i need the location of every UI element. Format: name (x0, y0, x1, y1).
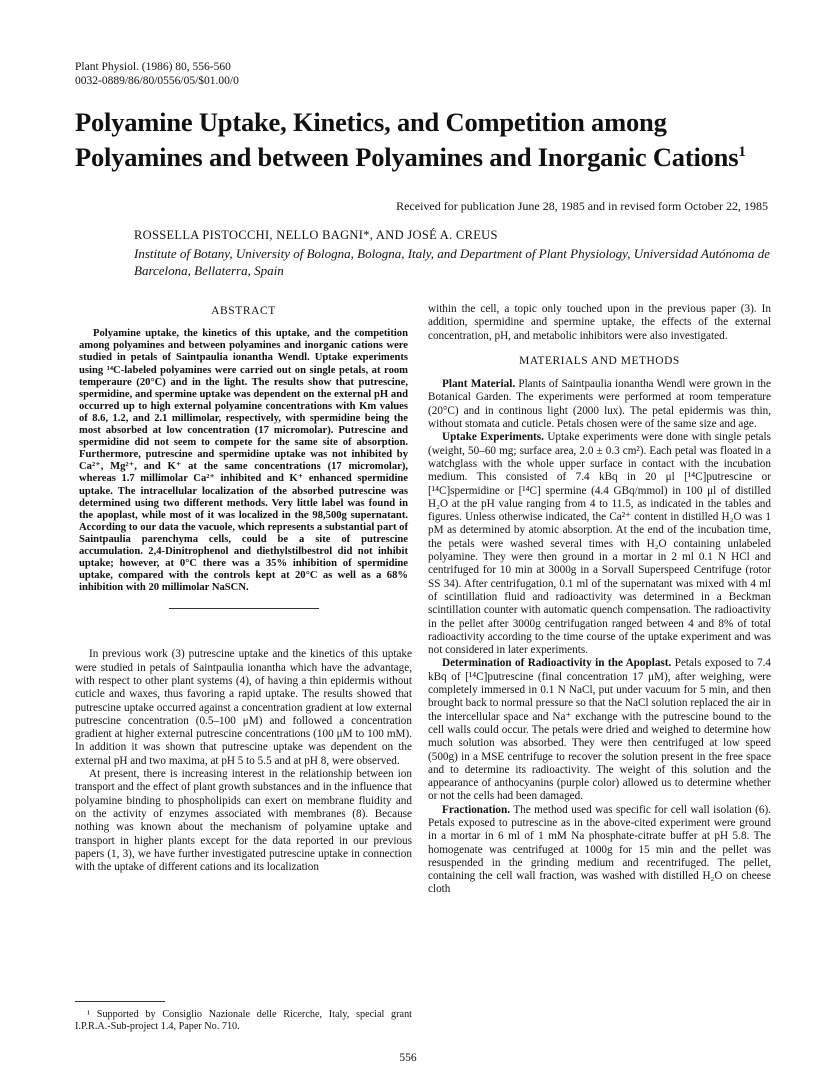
journal-header (75, 60, 239, 88)
journal-code: 0032-0889/86/80/0556/05/$01.00/0 (75, 75, 239, 87)
left-column (75, 305, 412, 874)
abstract-body: Polyamine uptake, the kinetics of this uptake, and the competition among polyamines and between polyamines and inorganic cations were studied in petals of Saintpaulia ionantha Wendl. Uptake experiments using ¹⁴C-labeled polyamines were carried out on single petals, at room temperaure (20°C) and in the light. The results show that putrescine, spermidine, and spermine uptake was dependent on the external pH and occurred up to high external polyamine concentrations with Km values of 8.6, 1.2, and 2.1 millimolar, respectively, with spermidine being the most absorbed at low concentration (17 micromolar). Putrescine and spermidine did not seem to compete for the same site of absorption. Furthermore, putrescine and spermidine uptake was not inhibited by Ca²⁺, Mg²⁺, and K⁺ at the same concentrations (17 micromolar), whereas 1.7 millimolar Ca²⁺ inhibited and K⁺ enhanced spermidine uptake. The intracellular localization of the absorbed putrescine was determined using two different methods. Very little label was found in the apoplast, while most of it was localized in the 98,500g supernatant. According to our data the vacuole, which represents a substantial part of Saintpaulia parenchyma cells, could be a site of putrescine accumulation. 2,4-Dinitrophenol and diethylstilbestrol did not inhibit uptake; however, at 0°C there was a 35% inhibition of spermidine uptake, compared with the controls kept at 20°C as well as a 68% inhibition with 20 millimolar NaSCN. (79, 328, 408, 594)
uptake-paragraph (428, 431, 771, 657)
plant-material-heading: Plant Material. (442, 378, 516, 391)
fractionation-paragraph (428, 804, 771, 897)
uptake-heading: Uptake Experiments. (442, 431, 544, 444)
page-number: 556 (399, 1052, 417, 1064)
intro-paragraph-2: At present, there is increasing interest in the relationship between ion transport and the effect of plant growth substances and in the influence that polyamine binding to phospholipids can exert on membrane fluidity and on the activity of enzymes associated with membranes (8). Because nothing was known about the mechanism of polyamine uptake and transport in higher plants except for the data reported in our previous papers (1, 3), we have further investigated putrescine uptake in connection with the uptake of different cations and its localization (75, 768, 412, 874)
methods-heading: MATERIALS AND METHODS (519, 354, 680, 367)
apoplast-heading: Determination of Radioactivity in the Apoplast. (442, 657, 672, 670)
apoplast-text: Petals exposed to 7.4 kBq of [¹⁴C]putrescine (final concentration 17 μM), after weighing, were completely immersed in 0.1 N NaCl, put under vacuum for 5 min, and then brought back to normal pressure so that the NaCl solution replaced the air in the intercellular space and Na⁺ exchange with the putrescine bound to the cell walls could occur. The petals were dried and weighed to determine how much solution was absorbed. They were then centrifuged at low speed (500g) in a MSE centrifuge to recover the solution present in the free space and to determine its radioactivity. The weight of this solution and the appearance of anthocyanins (purple color) allowed us to determine whether or not the cells had been damaged. (428, 657, 772, 803)
received-date: Received for publication June 28, 1985 and in revised form October 22, 1985 (396, 199, 768, 213)
footnote-rule (75, 1001, 165, 1002)
uptake-text: Uptake experiments were done with single petals (weight, 50–60 mg; surface area, 2.0 ± 0.3 cm²). Each petal was floated in a watchglass with the whole upper surface in contact with the incubation medium. This consisted of 7.4 kBq in 20 μl [¹⁴C]putrescine or [¹⁴C]spermidine or [¹⁴C] spermine (4.4 GBq/mmol) in 100 μl of distilled H₂O at the pH value ranging from 4 to 11.5, as indicated in the tables and figures. Unless otherwise indicated, the Ca²⁺ content in distilled H₂O was 1 pM as determined by atomic absorption. At the end of the incubation time, the petals were washed several times with H₂O containing unlabeled polyamine. They were then ground in a mortar in 2 ml 0.1 N HCl and centrifuged for 10 min at 3000g in a Sorvall Superspeed Centrifuge (rotor SS 34). After centrifugation, 0.1 ml of the supernatant was mixed with 4 ml of scintillation fluid and radioactivity was determined in a Beckman scintillation counter with automatic quench compensation. The radioactivity in the pellet after 3000g centrifugation ranged between 4 and 8% of total radioactivity according to the time course of the uptake experiment and was not considered in later experiments. (428, 431, 771, 657)
right-column (428, 303, 771, 897)
fractionation-text: The method used was specific for cell wall isolation (6). Petals exposed to putrescine as in the above-cited experiment were ground in a mortar in 6 ml of 1 mM Na phosphate-citrate buffer at pH 5.8. The homogenate was centrifuged at 1000g for 15 min and the pellet was resuspended in the grinding medium and recentrifuged. The pellet, containing the cell wall fraction, was washed with distilled H₂O on cheese cloth (428, 803, 771, 896)
fractionation-heading: Fractionation. (442, 803, 511, 816)
abstract-heading: ABSTRACT (211, 305, 276, 317)
author-affiliation: Institute of Botany, University of Bologna, Bologna, Italy, and Department of Plant Physiology, Universidad Autónoma de Barcelona, Bellaterra, Spain (134, 246, 770, 278)
author-list: ROSSELLA PISTOCCHI, NELLO BAGNI*, AND JOSÉ A. CREUS (134, 228, 498, 242)
plant-material-paragraph (428, 378, 771, 431)
plant-material-text: Plants of Saintpaulia ionantha Wendl were grown in the Botanical Garden. The experiments were performed at room temperature (20°C) and in continous light (2000 lux). The petal epidermis was thin, without stomata and cuticle. Petals chosen were of the same size and age. (428, 378, 771, 431)
title-footnote-mark: 1 (738, 144, 746, 160)
intro-paragraph-1: In previous work (3) putrescine uptake and the kinetics of this uptake were studied in petals of Saintpaulia ionantha which have the advantage, with respect to other plant systems (4), of having a thin epidermis without cuticle and waxes, thus favoring a rapid uptake. The results showed that putrescine uptake occurred against a concentration gradient at low external putrescine concentration (0.5–100 μM) and followed a concentration gradient at higher external putrescine concentrations (100 μM to 100 mM). In addition it was shown that putrescine uptake was dependent on the external pH and two maxima, at pH 5 to 5.5 and at pH 8, were observed. (75, 648, 412, 767)
paper-title (75, 107, 775, 172)
funding-footnote: ¹ Supported by Consiglio Nazionale delle Ricerche, Italy, special grant I.P.R.A.-Sub-project 1.4, Paper No. 710. (75, 1009, 412, 1032)
paper-title-text: Polyamine Uptake, Kinetics, and Competition among Polyamines and between Polyamines and Inorganic Cations (75, 107, 739, 172)
journal-citation: Plant Physiol. (1986) 80, 556-560 (75, 61, 231, 73)
apoplast-paragraph (428, 657, 771, 803)
intro-paragraph-3: within the cell, a topic only touched upon in the previous paper (3). In addition, spermidine and spermine uptake, the effects of the external concentration, pH, and metabolic inhibitors were also investigated. (428, 303, 771, 342)
